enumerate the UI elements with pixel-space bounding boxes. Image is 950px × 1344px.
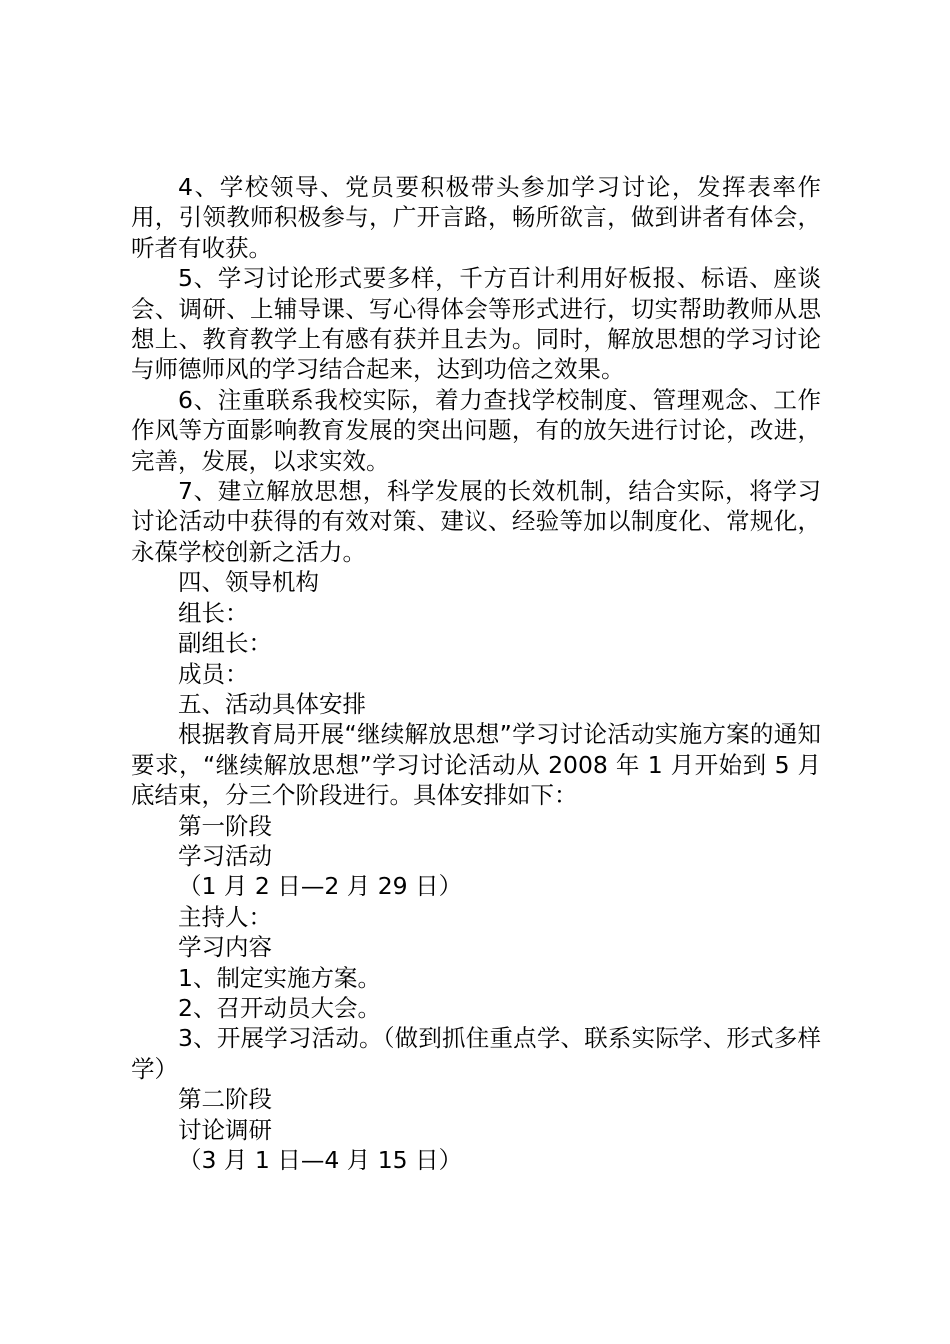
stage-one-item-1: 1、制定实施方案。 bbox=[178, 963, 381, 992]
section-heading-leadership: 四、领导机构 bbox=[178, 568, 319, 597]
deputy-leader-line: 副组长： bbox=[178, 629, 272, 658]
stage-one-host: 主持人： bbox=[178, 902, 272, 931]
stage-one-heading: 第一阶段 bbox=[178, 811, 272, 840]
document-body bbox=[131, 172, 821, 1175]
stage-one-item-3: 3、开展学习活动。（做到抓住重点学、联系实际学、形式多样学） bbox=[131, 1024, 821, 1083]
paragraph-item-5: 5、学习讨论形式要多样，千方百计利用好板报、标语、座谈会、调研、上辅导课、写心得体会等形式进行，切实帮助教师从思想上、教育教学上有感有获并且去为。同时，解放思想的学习讨论与师德师风的学习结合起来，达到功倍之效果。 bbox=[131, 264, 821, 384]
stage-one-dates: （1 月 2 日—2 月 29 日） bbox=[178, 872, 463, 901]
section-heading-schedule: 五、活动具体安排 bbox=[178, 689, 366, 718]
paragraph-item-6: 6、注重联系我校实际，着力查找学校制度、管理观念、工作作风等方面影响教育发展的突出问题，有的放矢进行讨论，改进，完善，发展，以求实效。 bbox=[131, 385, 821, 475]
paragraph-item-4: 4、学校领导、党员要积极带头参加学习讨论，发挥表率作用，引领教师积极参与，广开言路，畅所欲言，做到讲者有体会，听者有收获。 bbox=[131, 173, 821, 262]
leader-line: 组长： bbox=[178, 598, 249, 627]
paragraph-item-7: 7、建立解放思想，科学发展的长效机制，结合实际，将学习讨论活动中获得的有效对策、建议、经验等加以制度化、常规化，永葆学校创新之活力。 bbox=[131, 477, 821, 566]
stage-two-title: 讨论调研 bbox=[178, 1115, 272, 1144]
stage-one-item-2: 2、召开动员大会。 bbox=[178, 993, 381, 1022]
members-line: 成员： bbox=[178, 659, 249, 688]
stage-two-heading: 第二阶段 bbox=[178, 1085, 272, 1114]
stage-two-dates: （3 月 1 日—4 月 15 日） bbox=[178, 1146, 463, 1174]
stage-one-content-heading: 学习内容 bbox=[178, 933, 272, 962]
stage-one-title: 学习活动 bbox=[178, 841, 272, 870]
schedule-intro-paragraph: 根据教育局开展“继续解放思想”学习讨论活动实施方案的通知要求，“继续解放思想”学习讨论活动从 2008 年 1 月开始到 5 月底结束，分三个阶段进行。具体安排如下： bbox=[131, 720, 821, 810]
